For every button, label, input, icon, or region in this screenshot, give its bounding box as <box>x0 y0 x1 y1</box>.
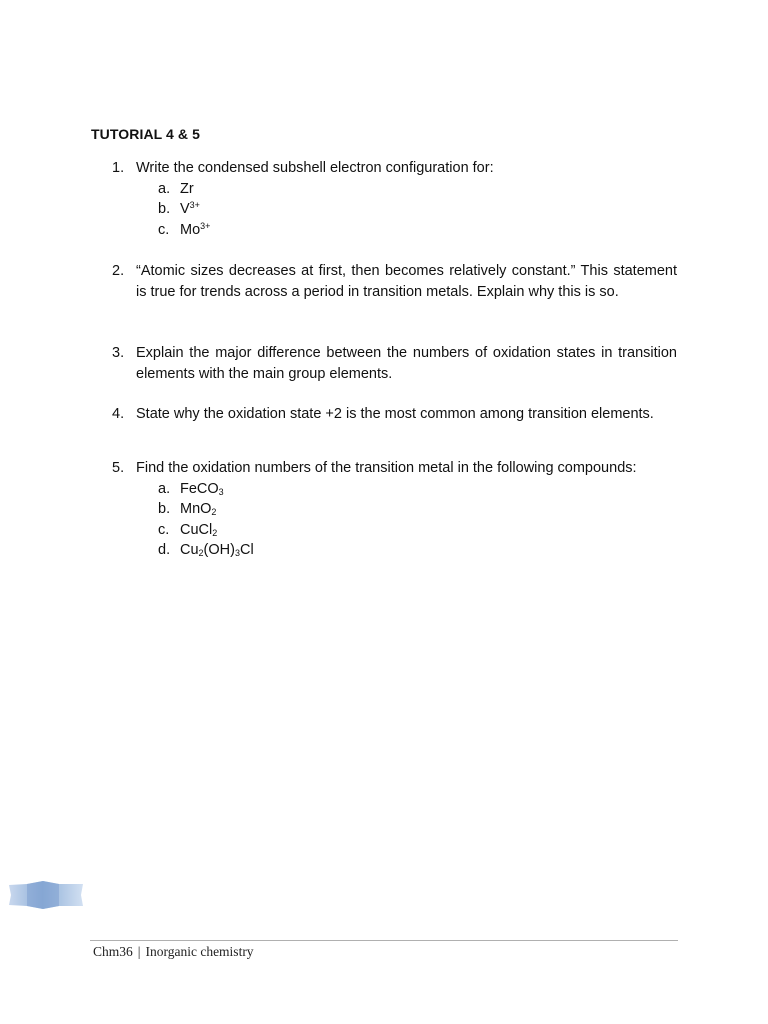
formula-part: FeCO <box>180 480 219 497</box>
formula <box>180 220 210 241</box>
formula-subscript: 3 <box>234 548 240 559</box>
blue-ribbon-icon <box>9 880 83 910</box>
item-letter: a. <box>158 180 171 197</box>
question-1 <box>112 158 677 240</box>
footer-course-name: Inorganic chemistry <box>145 944 254 959</box>
question-text: State why the oxidation state +2 is the most common among transition elements. <box>136 406 654 422</box>
list-item <box>158 520 677 541</box>
footer-separator: | <box>137 944 141 959</box>
formula-subscript: 2 <box>198 548 204 559</box>
formula-subscript: 2 <box>211 507 217 518</box>
question-4 <box>112 404 677 425</box>
list-item <box>158 540 677 561</box>
question-text: Find the oxidation numbers of the transition metal in the following compounds: <box>136 460 637 476</box>
formula-part: CuCl <box>180 521 213 538</box>
question-number: 1. <box>112 160 125 176</box>
footer-divider <box>90 940 678 941</box>
formula <box>180 199 200 220</box>
formula-superscript: 3+ <box>200 220 211 231</box>
item-letter: a. <box>158 480 171 497</box>
item-letter: b. <box>158 201 171 218</box>
formula-subscript: 2 <box>212 528 218 539</box>
question-text: Write the condensed subshell electron configuration for: <box>136 160 494 176</box>
footer-course-code: Chm36 <box>93 944 133 959</box>
formula <box>180 179 194 200</box>
item-letter: b. <box>158 501 171 518</box>
list-item <box>158 499 677 520</box>
page-footer <box>93 944 261 960</box>
formula-part: MnO <box>180 501 212 518</box>
question-3 <box>112 343 677 384</box>
list-item <box>158 199 677 220</box>
formula-part: Cl <box>239 542 254 559</box>
item-letter: d. <box>158 542 171 559</box>
question-text: “Atomic sizes decreases at first, then becomes relatively constant.” This statement is true for trends across a period in transition metals. Explain why this is so. <box>136 263 677 300</box>
formula-subscript: 3 <box>218 486 224 497</box>
page-title: TUTORIAL 4 & 5 <box>91 126 201 142</box>
question-number: 5. <box>112 460 125 476</box>
sub-list <box>158 179 677 241</box>
formula-base: Mo <box>180 221 201 238</box>
item-letter: c. <box>158 521 170 538</box>
formula-base: V <box>180 201 190 218</box>
question-text: Explain the major difference between the numbers of oxidation states in transition elements with the main group elements. <box>136 345 677 382</box>
list-item <box>158 220 677 241</box>
question-number: 3. <box>112 345 125 361</box>
formula-superscript: 3+ <box>189 200 200 211</box>
list-item <box>158 179 677 200</box>
sub-list <box>158 479 677 561</box>
formula-part: (OH) <box>203 542 235 559</box>
formula-part: Cu <box>180 542 199 559</box>
formula <box>180 520 217 541</box>
formula <box>180 499 216 520</box>
question-5 <box>112 458 677 561</box>
question-number: 2. <box>112 263 125 279</box>
question-number: 4. <box>112 406 125 422</box>
formula-base: Zr <box>180 180 194 197</box>
list-item <box>158 479 677 500</box>
item-letter: c. <box>158 221 170 238</box>
formula <box>180 540 254 561</box>
question-2 <box>112 261 677 302</box>
formula <box>180 479 224 500</box>
